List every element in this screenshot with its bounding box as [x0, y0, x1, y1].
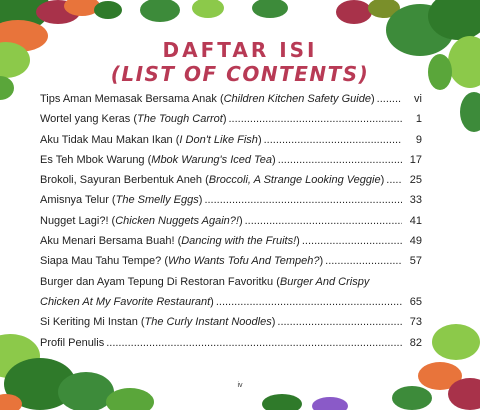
toc-entry[interactable] — [40, 134, 422, 154]
top-center-greens-icon — [140, 0, 288, 22]
toc-entry[interactable] — [40, 255, 422, 275]
page-number: 73 — [409, 316, 422, 329]
entry-title: Aku Tidak Mau Makan Ikan (I Don't Like Fish) — [40, 133, 262, 146]
entry-title: Nugget Lagi?! (Chicken Nuggets Again?!) — [40, 214, 243, 227]
page-number: 65 — [409, 295, 422, 308]
toc-entry[interactable] — [40, 215, 422, 235]
entry-title: Si Keriting Mi Instan (The Curly Instant Noodles) — [40, 316, 276, 329]
page-folio: iv — [237, 382, 243, 389]
page-number: 9 — [415, 133, 422, 146]
entry-title: Wortel yang Keras (The Tough Carrot) — [40, 113, 227, 126]
page-number: 33 — [409, 194, 422, 207]
page-number: 17 — [409, 153, 422, 166]
entry-title: Amisnya Telur (The Smelly Eggs) — [40, 194, 203, 207]
leader-dots — [375, 93, 402, 105]
leader-dots — [214, 296, 402, 308]
leader-dots — [243, 215, 402, 227]
toc-entry[interactable] — [40, 235, 422, 255]
page-number: 57 — [409, 255, 422, 268]
toc-entry[interactable] — [40, 154, 422, 174]
entry-title: Es Teh Mbok Warung (Mbok Warung's Iced Tea) — [40, 153, 276, 166]
entry-title: Chicken At My Favorite Restaurant) — [40, 295, 214, 308]
entry-title: Tips Aman Memasak Bersama Anak (Children Kitchen Safety Guide) — [40, 93, 375, 105]
leader-dots — [202, 194, 402, 206]
toc-entry[interactable] — [40, 93, 422, 113]
entry-title: Aku Menari Bersama Buah! (Dancing with the Fruits!) — [40, 235, 300, 248]
page-number: 49 — [409, 235, 422, 248]
leader-dots — [384, 174, 402, 186]
page-number: 25 — [409, 174, 422, 187]
entry-title: Siapa Mau Tahu Tempe? (Who Wants Tofu And Tempeh?) — [40, 255, 324, 268]
toc-entry[interactable] — [40, 316, 422, 336]
entry-title: Profil Penulis — [40, 336, 105, 349]
toc-entry[interactable] — [40, 337, 422, 357]
page-number: 1 — [415, 113, 422, 126]
leader-dots — [300, 235, 402, 247]
leader-dots — [104, 337, 402, 349]
leader-dots — [227, 113, 403, 125]
toc-entry[interactable] — [40, 174, 422, 194]
entry-title: Burger dan Ayam Tepung Di Restoran Favoritku (Burger And Crispy — [40, 275, 370, 288]
leader-dots — [275, 316, 402, 328]
toc-subtitle: (LIST OF CONTENTS) — [110, 62, 370, 86]
page-number: 41 — [409, 214, 422, 227]
leader-dots — [276, 154, 402, 166]
leader-dots — [262, 134, 402, 146]
bottom-center-vegetables-icon — [262, 394, 348, 410]
entry-title: Brokoli, Sayuran Berbentuk Aneh (Broccoli, A Strange Looking Veggie) — [40, 174, 385, 187]
page-number: 82 — [409, 336, 422, 349]
toc-entry[interactable] — [40, 194, 422, 214]
toc-entry[interactable] — [40, 276, 422, 296]
toc-entry[interactable] — [40, 113, 422, 133]
toc-title: DAFTAR ISI — [162, 38, 318, 62]
toc-list — [40, 93, 422, 357]
toc-entry-continued[interactable] — [40, 296, 422, 316]
leader-dots — [323, 255, 402, 267]
page-number: vi — [414, 93, 422, 105]
